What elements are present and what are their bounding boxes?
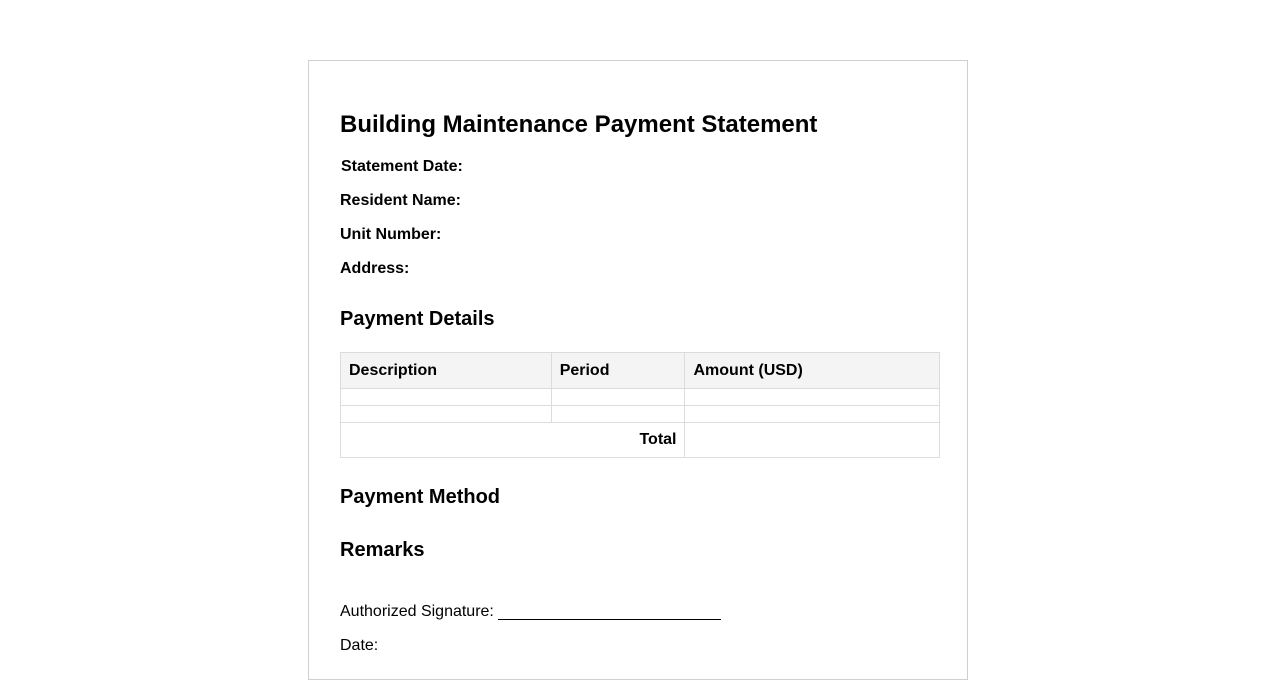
table-cell-period — [551, 406, 685, 423]
total-value — [685, 423, 940, 458]
authorized-signature-label: Authorized Signature: — [340, 603, 494, 620]
authorized-signature — [340, 603, 721, 621]
unit-number-label: Unit Number: — [340, 226, 442, 243]
address-label: Address: — [340, 260, 410, 277]
remarks-heading: Remarks — [340, 539, 425, 561]
resident-name-label: Resident Name: — [340, 192, 461, 209]
column-header-period: Period — [551, 353, 685, 389]
column-header-description: Description — [341, 353, 552, 389]
signature-line — [498, 603, 721, 620]
payment-method-heading: Payment Method — [340, 486, 501, 508]
total-label: Total — [341, 423, 685, 458]
column-header-amount: Amount (USD) — [685, 353, 940, 389]
statement-page — [308, 60, 968, 680]
table-cell-description — [341, 389, 552, 406]
table-cell-description — [341, 406, 552, 423]
table-row — [341, 389, 940, 406]
table-cell-amount — [685, 389, 940, 406]
total-row — [341, 423, 940, 458]
document-title: Building Maintenance Payment Statement — [340, 111, 818, 138]
table-cell-amount — [685, 406, 940, 423]
table-cell-period — [551, 389, 685, 406]
table-header-row — [341, 353, 940, 389]
table-row — [341, 406, 940, 423]
signature-date-label: Date: — [340, 637, 379, 654]
payment-details-table — [340, 352, 940, 458]
payment-details-heading: Payment Details — [340, 308, 495, 330]
statement-date-label: Statement Date: — [341, 158, 463, 175]
